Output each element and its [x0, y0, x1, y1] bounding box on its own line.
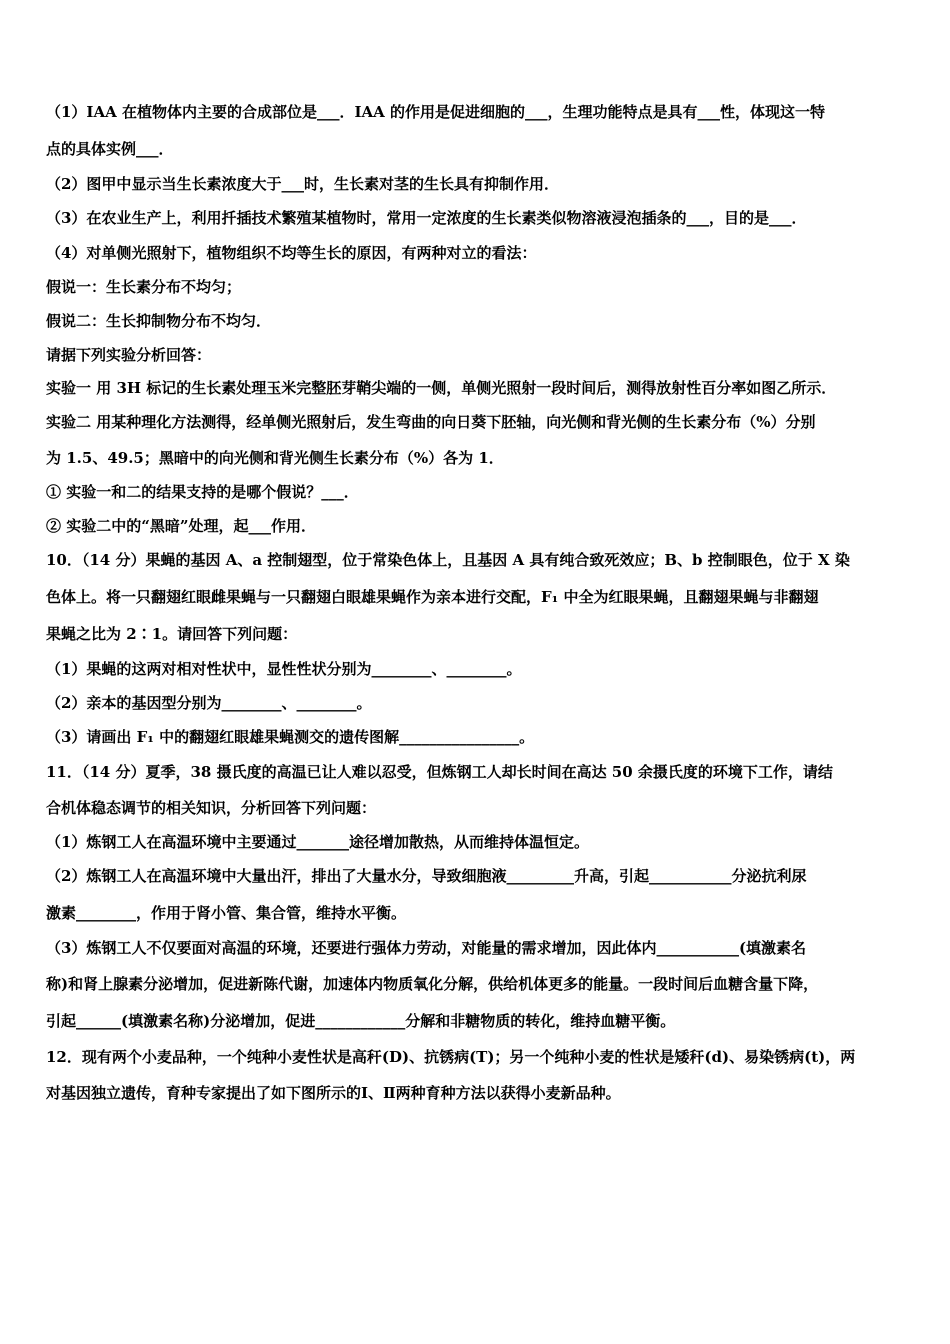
text-line: 假说一：生长素分布不均匀； [46, 278, 242, 296]
text-line: （2）图甲中显示当生长素浓度大于___时，生长素对茎的生长具有抑制作用． [46, 175, 559, 193]
text-line: 点的具体实例___． [46, 140, 174, 158]
text-line: 12．现有两个小麦品种，一个纯种小麦性状是高秆(D)、抗锈病(T)；另一个纯种小麦的性状是矮秆(d)、易染锈病(t)，两 [46, 1048, 856, 1066]
text-line: 11．（14 分）夏季，38 摄氏度的高温已让人难以忍受，但炼钢工人却长时间在高达 50 余摄氏度的环境下工作，请结 [46, 763, 833, 781]
text-line: （3）炼钢工人不仅要面对高温的环境，还要进行强体力劳动，对能量的需求增加，因此体内___________(填激素名 [46, 939, 807, 957]
text-line: 称)和肾上腺素分泌增加，促进新陈代谢，加速体内物质氧化分解，供给机体更多的能量。一段时间后血糖含量下降， [46, 975, 819, 993]
text-line: ② 实验二中的“黑暗”处理，起___作用． [46, 517, 316, 535]
text-line: 10．（14 分）果蝇的基因 A、a 控制翅型，位于常染色体上，且基因 A 具有纯合致死效应；B、b 控制眼色，位于 X 染 [46, 551, 850, 569]
text-line: （1）IAA 在植物体内主要的合成部位是___．IAA 的作用是促进细胞的___，生理功能特点是具有___性，体现这一特 [46, 103, 825, 121]
text-line: （1）炼钢工人在高温环境中主要通过_______途径增加散热，从而维持体温恒定。 [46, 833, 589, 851]
text-line: 果蝇之比为 2∶1。请回答下列问题： [46, 625, 298, 643]
text-line: （2）亲本的基因型分别为________、________。 [46, 694, 372, 712]
text-line: （4）对单侧光照射下，植物组织不均等生长的原因，有两种对立的看法： [46, 244, 537, 262]
text-line: （1）果蝇的这两对相对性状中，显性性状分别为________、________。 [46, 660, 522, 678]
text-line: 假说二：生长抑制物分布不均匀． [46, 312, 272, 330]
text-line: （3）请画出 F₁ 中的翻翅红眼雄果蝇测交的遗传图解________________。 [46, 728, 535, 746]
text-line: ① 实验一和二的结果支持的是哪个假说？___． [46, 483, 359, 501]
text-line: 实验一 用 3H 标记的生长素处理玉米完整胚芽鞘尖端的一侧，单侧光照射一段时间后，测得放射性百分率如图乙所示． [46, 379, 837, 397]
text-line: 引起______(填激素名称)分泌增加，促进____________分解和非糖物质的转化，维持血糖平衡。 [46, 1012, 676, 1030]
text-line: 合机体稳态调节的相关知识，分析回答下列问题： [46, 799, 377, 817]
text-line: 对基因独立遗传，育种专家提出了如下图所示的Ⅰ、Ⅱ两种育种方法以获得小麦新品种。 [46, 1084, 621, 1102]
text-line: 色体上。将一只翻翅红眼雌果蝇与一只翻翅白眼雄果蝇作为亲本进行交配，F₁ 中全为红眼果蝇，且翻翅果蝇与非翻翅 [46, 588, 819, 606]
text-line: 激素________，作用于肾小管、集合管，维持水平衡。 [46, 904, 407, 922]
text-line: 实验二 用某种理化方法测得，经单侧光照射后，发生弯曲的向日葵下胚轴，向光侧和背光侧的生长素分布（%）分别 [46, 413, 816, 431]
text-line: （2）炼钢工人在高温环境中大量出汗，排出了大量水分，导致细胞液_________升高，引起___________分泌抗利尿 [46, 867, 807, 885]
text-line: （3）在农业生产上，利用扦插技术繁殖某植物时，常用一定浓度的生长素类似物溶液浸泡插条的___，目的是___． [46, 209, 807, 227]
text-line: 为 1.5、49.5；黑暗中的向光侧和背光侧生长素分布（%）各为 1． [46, 449, 504, 467]
text-line: 请据下列实验分析回答： [46, 346, 212, 364]
